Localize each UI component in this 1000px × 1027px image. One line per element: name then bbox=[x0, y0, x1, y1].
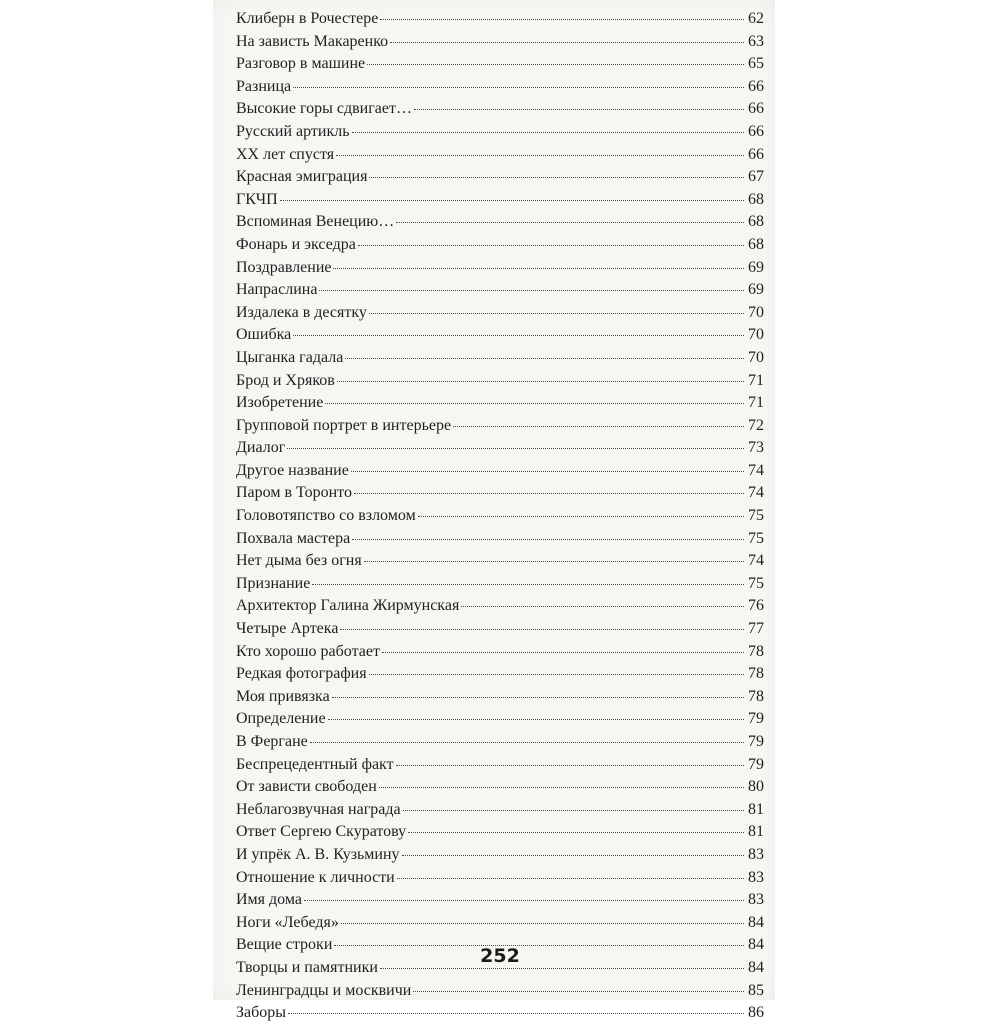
toc-entry-page-number: 79 bbox=[748, 733, 764, 750]
toc-entry bbox=[236, 281, 764, 304]
dot-leader bbox=[293, 87, 744, 88]
toc-entry-title: Творцы и памятники bbox=[236, 958, 378, 976]
toc-entry-title: Беспрецедентный факт bbox=[236, 755, 394, 773]
toc-entry-page-number: 74 bbox=[748, 552, 764, 570]
toc-entry bbox=[236, 168, 764, 191]
dot-leader bbox=[396, 222, 744, 223]
toc-entry-page-number: 68 bbox=[748, 190, 764, 208]
toc-entry-title: Разговор в машине bbox=[236, 55, 366, 73]
toc-entry bbox=[236, 756, 764, 779]
toc-entry-page-number: 83 bbox=[748, 891, 764, 909]
toc-entry-title: Паром в Торонто bbox=[236, 484, 352, 502]
toc-entry-page-number: 66 bbox=[748, 77, 764, 95]
toc-entry-title: Архитектор Галина Жирмунская bbox=[236, 597, 460, 615]
toc-entry-title: Имя дома bbox=[236, 891, 302, 909]
toc-entry bbox=[236, 914, 764, 937]
toc-entry-page-number: 74 bbox=[748, 461, 764, 479]
dot-leader bbox=[408, 832, 744, 833]
toc-entry-page-number: 78 bbox=[748, 642, 764, 660]
dot-leader bbox=[418, 516, 744, 517]
toc-entry-page-number: 72 bbox=[748, 416, 764, 434]
dot-leader bbox=[403, 810, 744, 811]
toc-entry-title: Напраслина bbox=[236, 281, 318, 299]
toc-entry-title: Изобретение bbox=[236, 394, 324, 412]
dot-leader bbox=[333, 268, 744, 269]
toc-entry-title: Высокие горы сдвигает… bbox=[236, 100, 412, 118]
dot-leader bbox=[413, 991, 744, 992]
dot-leader bbox=[364, 561, 744, 562]
toc-entry-page-number: 77 bbox=[748, 620, 764, 638]
dot-leader bbox=[379, 787, 744, 788]
toc-entry bbox=[236, 1004, 764, 1027]
toc-entry-page-number: 70 bbox=[748, 348, 764, 366]
toc-entry-title: Цыганка гадала bbox=[236, 348, 344, 366]
dot-leader bbox=[312, 584, 744, 585]
toc-entry bbox=[236, 326, 764, 349]
dot-leader bbox=[414, 109, 744, 110]
toc-entry-title: Четыре Артека bbox=[236, 620, 339, 638]
toc-entry-title: Русский артикль bbox=[236, 122, 350, 140]
dot-leader bbox=[310, 742, 744, 743]
dot-leader bbox=[390, 42, 744, 43]
toc-entry-title: Разница bbox=[236, 77, 292, 95]
toc-entry-title: Определение bbox=[236, 710, 326, 728]
dot-leader bbox=[358, 245, 744, 246]
toc-entry-title: Неблагозвучная награда bbox=[236, 800, 401, 818]
dot-leader bbox=[453, 426, 744, 427]
dot-leader bbox=[402, 855, 744, 856]
toc-entry-page-number: 84 bbox=[748, 958, 764, 976]
dot-leader bbox=[352, 539, 744, 540]
dot-leader bbox=[396, 765, 744, 766]
toc-entry-title: Диалог bbox=[236, 439, 286, 457]
toc-entry bbox=[236, 846, 764, 869]
toc-entry-title: Издалека в десятку bbox=[236, 303, 367, 321]
toc-entry bbox=[236, 643, 764, 666]
dot-leader bbox=[304, 900, 744, 901]
toc-entry-title: Ответ Сергею Скуратову bbox=[236, 823, 407, 841]
toc-entry-page-number: 66 bbox=[748, 122, 764, 140]
toc-entry bbox=[236, 733, 764, 756]
toc-entry-title: И упрёк А. В. Кузьмину bbox=[236, 845, 400, 863]
toc-entry bbox=[236, 55, 764, 78]
toc-entry-title: Фонарь и экседра bbox=[236, 235, 356, 253]
toc-entry-page-number: 78 bbox=[748, 687, 764, 705]
toc-entry-page-number: 75 bbox=[748, 507, 764, 525]
toc-entry bbox=[236, 507, 764, 530]
dot-leader bbox=[380, 19, 744, 20]
page-number: 252 bbox=[480, 945, 520, 967]
toc-entry bbox=[236, 394, 764, 417]
dot-leader bbox=[461, 606, 744, 607]
toc-entry-page-number: 78 bbox=[748, 665, 764, 683]
toc-entry-title: Поздравление bbox=[236, 258, 332, 276]
toc-entry bbox=[236, 191, 764, 214]
toc-entry-page-number: 68 bbox=[748, 213, 764, 231]
toc-entry-page-number: 75 bbox=[748, 574, 764, 592]
dot-leader bbox=[369, 177, 744, 178]
dot-leader bbox=[397, 878, 744, 879]
dot-leader bbox=[380, 968, 744, 969]
toc-entry bbox=[236, 688, 764, 711]
toc-entry bbox=[236, 597, 764, 620]
dot-leader bbox=[319, 290, 744, 291]
toc-entry-page-number: 81 bbox=[748, 823, 764, 841]
toc-entry-page-number: 69 bbox=[748, 258, 764, 276]
toc-entry-title: Признание bbox=[236, 574, 311, 592]
toc-entry-title: Похвала мастера bbox=[236, 529, 351, 547]
toc-entry-title: Редкая фотография bbox=[236, 665, 367, 683]
toc-entry-page-number: 81 bbox=[748, 800, 764, 818]
toc-entry bbox=[236, 372, 764, 395]
toc-entry-title: Клиберн в Рочестере bbox=[236, 10, 379, 27]
dot-leader bbox=[352, 132, 745, 133]
toc-entry-title: Ленинградцы и москвичи bbox=[236, 981, 412, 999]
toc-entry-title: Отношение к личности bbox=[236, 868, 395, 886]
toc-entry bbox=[236, 484, 764, 507]
dot-leader bbox=[287, 448, 744, 449]
toc-entry bbox=[236, 236, 764, 259]
dot-leader bbox=[341, 923, 744, 924]
toc-entry-page-number: 83 bbox=[748, 845, 764, 863]
toc-entry-page-number: 66 bbox=[748, 145, 764, 163]
toc-entry bbox=[236, 78, 764, 101]
toc-entry-page-number: 65 bbox=[748, 55, 764, 73]
toc-entry-title: Брод и Хряков bbox=[236, 371, 335, 389]
dot-leader bbox=[293, 335, 744, 336]
toc-entry bbox=[236, 552, 764, 575]
toc-entry-title: Ошибка bbox=[236, 326, 292, 344]
toc-entry-title: Головотяпство со взломом bbox=[236, 507, 416, 525]
toc-entry-page-number: 84 bbox=[748, 936, 764, 954]
dot-leader bbox=[369, 313, 744, 314]
toc-entry-title: Нет дыма без огня bbox=[236, 552, 362, 570]
dot-leader bbox=[340, 629, 744, 630]
toc-entry-page-number: 66 bbox=[748, 100, 764, 118]
dot-leader bbox=[280, 200, 744, 201]
toc-entry bbox=[236, 10, 764, 33]
toc-entry-title: На зависть Макаренко bbox=[236, 32, 389, 50]
toc-entry-title: От зависти свободен bbox=[236, 778, 377, 796]
toc-entry-page-number: 80 bbox=[748, 778, 764, 796]
toc-entry bbox=[236, 462, 764, 485]
toc-entry-title: Заборы bbox=[236, 1004, 287, 1022]
toc-entry-page-number: 67 bbox=[748, 168, 764, 186]
toc-entry-page-number: 70 bbox=[748, 303, 764, 321]
toc-entry bbox=[236, 982, 764, 1005]
toc-entry-title: В Фергане bbox=[236, 733, 308, 750]
toc-entry bbox=[236, 869, 764, 892]
toc-entry-page-number: 71 bbox=[748, 371, 764, 389]
toc-entry bbox=[236, 823, 764, 846]
toc-entry-page-number: 83 bbox=[748, 868, 764, 886]
toc-entry-title: Ноги «Лебедя» bbox=[236, 913, 339, 931]
toc-entry bbox=[236, 665, 764, 688]
dot-leader bbox=[328, 719, 744, 720]
toc-entry bbox=[236, 100, 764, 123]
toc-entry-title: Кто хорошо работает bbox=[236, 642, 380, 660]
toc-entry bbox=[236, 891, 764, 914]
dot-leader bbox=[382, 652, 744, 653]
toc-entry-page-number: 62 bbox=[748, 10, 764, 27]
toc-entry bbox=[236, 801, 764, 824]
toc-entry bbox=[236, 417, 764, 440]
toc-entry-page-number: 69 bbox=[748, 281, 764, 299]
dot-leader bbox=[332, 697, 744, 698]
dot-leader bbox=[351, 471, 744, 472]
toc-entry-page-number: 73 bbox=[748, 439, 764, 457]
toc-entry-page-number: 76 bbox=[748, 597, 764, 615]
toc-entry bbox=[236, 575, 764, 598]
toc-entry bbox=[236, 146, 764, 169]
table-of-contents bbox=[236, 10, 764, 1027]
toc-entry-title: Моя привязка bbox=[236, 687, 330, 705]
toc-entry-page-number: 68 bbox=[748, 235, 764, 253]
toc-entry-page-number: 75 bbox=[748, 529, 764, 547]
toc-entry bbox=[236, 349, 764, 372]
toc-entry-page-number: 79 bbox=[748, 710, 764, 728]
toc-entry bbox=[236, 33, 764, 56]
toc-entry-title: Вещие строки bbox=[236, 936, 333, 954]
toc-entry-title: Вспоминая Венецию… bbox=[236, 213, 395, 231]
toc-entry bbox=[236, 123, 764, 146]
toc-entry bbox=[236, 304, 764, 327]
toc-entry-page-number: 74 bbox=[748, 484, 764, 502]
toc-entry bbox=[236, 710, 764, 733]
toc-entry-page-number: 79 bbox=[748, 755, 764, 773]
toc-entry-page-number: 63 bbox=[748, 32, 764, 50]
toc-entry-page-number: 85 bbox=[748, 981, 764, 999]
dot-leader bbox=[367, 64, 744, 65]
toc-entry-title: Другое название bbox=[236, 461, 349, 479]
toc-entry-page-number: 71 bbox=[748, 394, 764, 412]
dot-leader bbox=[288, 1013, 744, 1014]
toc-entry bbox=[236, 530, 764, 553]
toc-entry bbox=[236, 620, 764, 643]
dot-leader bbox=[345, 358, 744, 359]
dot-leader bbox=[325, 403, 744, 404]
toc-entry-page-number: 86 bbox=[748, 1004, 764, 1022]
toc-entry-page-number: 84 bbox=[748, 913, 764, 931]
toc-entry-title: Групповой портрет в интерьере bbox=[236, 416, 452, 434]
toc-entry-title: XX лет спустя bbox=[236, 145, 335, 163]
dot-leader bbox=[369, 674, 744, 675]
toc-entry-title: ГКЧП bbox=[236, 190, 278, 208]
toc-entry bbox=[236, 439, 764, 462]
toc-entry bbox=[236, 213, 764, 236]
toc-entry-page-number: 70 bbox=[748, 326, 764, 344]
dot-leader bbox=[337, 381, 744, 382]
dot-leader bbox=[336, 155, 744, 156]
toc-entry bbox=[236, 778, 764, 801]
dot-leader bbox=[354, 493, 744, 494]
toc-entry bbox=[236, 259, 764, 282]
toc-entry-title: Красная эмиграция bbox=[236, 168, 368, 186]
